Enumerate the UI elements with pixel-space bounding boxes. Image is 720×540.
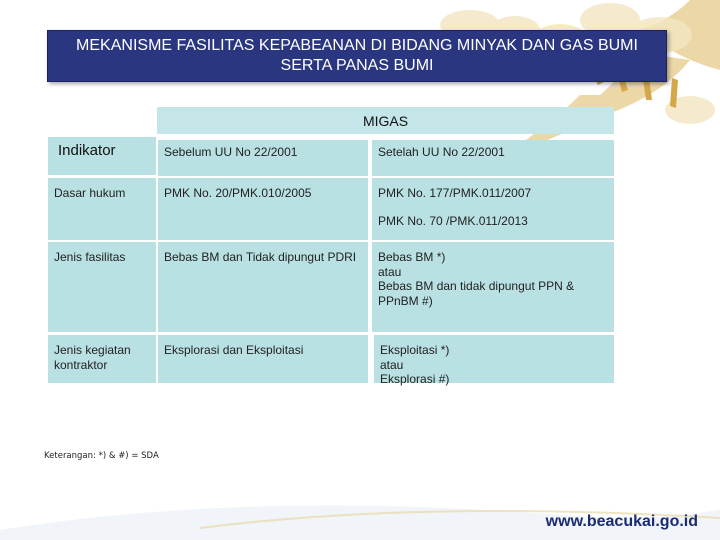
table-cell-before: PMK No. 20/PMK.010/2005 [158,178,368,240]
table-cell-before: Eksplorasi dan Eksploitasi [158,335,368,383]
cell-line: Eksploitasi *) [380,343,450,357]
cell-line: atau [378,264,402,279]
table-cell-indikator: Jenis fasilitas [48,242,156,332]
cell-line: PMK No. 70 /PMK.011/2013 [378,213,528,228]
table-group-header: MIGAS [157,107,614,134]
table-cell-after [372,178,614,240]
cell-line: PMK No. 177/PMK.011/2007 [378,186,532,200]
cell-line: Bebas BM *) [378,250,446,264]
cell-line: Eksplorasi #) [380,372,450,386]
footnote: Keterangan: *) & #) = SDA [44,451,159,461]
table-cell-after [372,242,614,332]
header-indikator: Indikator [48,137,156,175]
cell-line: atau [380,357,404,372]
table-cell-before: Bebas BM dan Tidak dipungut PDRI [158,242,368,332]
cell-line: Bebas BM dan tidak dipungut PPN & PPnBM #) [378,279,575,308]
table-cell-after [374,335,614,386]
table-cell-indikator: Dasar hukum [48,178,156,240]
header-before: Sebelum UU No 22/2001 [158,140,368,176]
table-cell-indikator: Jenis kegiatan kontraktor [48,335,156,383]
header-after: Setelah UU No 22/2001 [372,140,614,176]
page-title: MEKANISME FASILITAS KEPABEANAN DI BIDANG MINYAK DAN GAS BUMI SERTA PANAS BUMI [47,30,667,82]
footer-website-link[interactable]: www.beacukai.go.id [545,513,698,530]
